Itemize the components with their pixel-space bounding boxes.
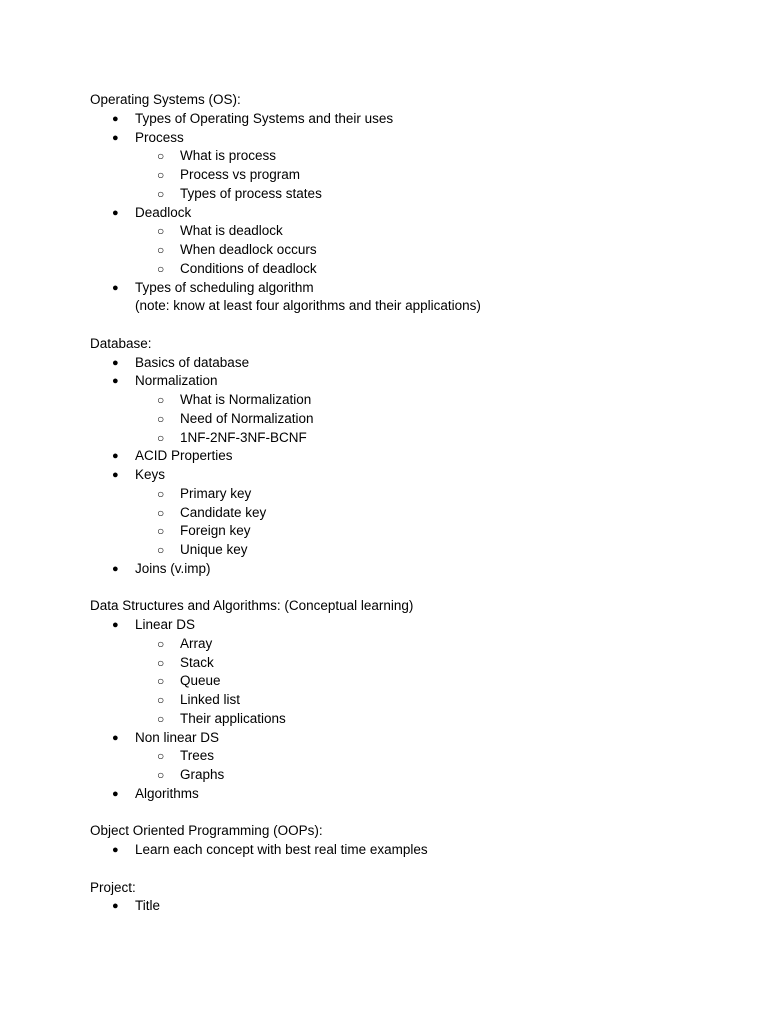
sub-list-item <box>90 654 730 673</box>
sub-list-item-text: When deadlock occurs <box>180 242 317 257</box>
list-item-note <box>90 297 730 316</box>
list-item-text: Normalization <box>135 373 218 389</box>
sub-list-item <box>90 504 730 523</box>
list-item-text: Types of scheduling algorithm <box>135 279 314 295</box>
list-item <box>90 841 730 860</box>
list-item <box>90 129 730 148</box>
section-heading <box>90 879 730 898</box>
hollow-bullet-icon: ○ <box>157 636 165 651</box>
sub-list-item-text: Candidate key <box>180 504 267 520</box>
sub-list-item <box>90 410 730 429</box>
sub-list-item-text: Trees <box>180 748 215 764</box>
bullet-icon: ● <box>112 619 119 631</box>
section-heading-text: Object Oriented Programming (OOPs): <box>90 823 323 839</box>
sub-list-item <box>90 185 730 204</box>
sub-list-item-text: Need of Normalization <box>180 410 314 426</box>
list-item <box>90 204 730 223</box>
sub-list-item-text: Stack <box>180 654 214 670</box>
section-heading <box>90 91 730 110</box>
list-item <box>90 729 730 748</box>
bullet-icon: ● <box>112 731 119 744</box>
section-spacer <box>90 860 730 879</box>
sub-list-item <box>90 541 730 560</box>
hollow-bullet-icon: ○ <box>157 524 165 539</box>
sub-list-item-text: Process vs program <box>180 167 301 182</box>
bullet-icon: ● <box>112 469 119 481</box>
list-item <box>90 372 730 391</box>
sub-list-item <box>90 241 730 260</box>
list-item-text: Process <box>135 129 184 145</box>
list-item <box>90 279 730 298</box>
hollow-bullet-icon: ○ <box>157 505 165 520</box>
hollow-bullet-icon: ○ <box>157 711 165 726</box>
list-item-text: Types of Operating Systems and their uses <box>135 110 394 126</box>
list-item-text: ACID Properties <box>135 448 233 464</box>
sub-list-item-text: Types of process states <box>180 185 322 201</box>
list-item-text: Joins (v.imp) <box>135 560 211 576</box>
hollow-bullet-icon: ○ <box>157 674 165 689</box>
section-spacer <box>90 316 730 335</box>
bullet-icon: ● <box>112 844 119 856</box>
list-item <box>90 897 730 916</box>
bullet-icon: ● <box>112 787 119 800</box>
sub-list-item <box>90 147 730 166</box>
hollow-bullet-icon: ○ <box>157 224 165 239</box>
bullet-icon: ● <box>112 112 119 125</box>
sub-list-item-text: Linked list <box>180 692 241 707</box>
sub-list-item <box>90 672 730 691</box>
section-heading <box>90 335 730 354</box>
hollow-bullet-icon: ○ <box>157 261 165 276</box>
bullet-icon: ● <box>112 562 119 575</box>
sub-list-item-text: What is deadlock <box>180 223 283 239</box>
list-item-text: Title <box>135 898 161 914</box>
sub-list-item-text: Primary key <box>180 485 252 501</box>
list-item-text: Non linear DS <box>135 729 220 745</box>
sub-list-item-text: Conditions of deadlock <box>180 260 317 276</box>
section-heading <box>90 597 730 616</box>
sub-list-item-text: Graphs <box>180 767 225 782</box>
hollow-bullet-icon: ○ <box>157 168 165 182</box>
sub-list-item <box>90 485 730 504</box>
bullet-icon: ● <box>112 375 119 388</box>
sub-list-item <box>90 766 730 785</box>
sub-list-item <box>90 222 730 241</box>
hollow-bullet-icon: ○ <box>157 186 165 201</box>
section-spacer <box>90 804 730 823</box>
list-item <box>90 616 730 635</box>
list-item <box>90 785 730 804</box>
bullet-icon: ● <box>112 131 119 144</box>
hollow-bullet-icon: ○ <box>157 749 165 764</box>
hollow-bullet-icon: ○ <box>157 243 165 257</box>
hollow-bullet-icon: ○ <box>157 149 165 164</box>
list-item-text: Algorithms <box>135 785 199 801</box>
hollow-bullet-icon: ○ <box>157 411 165 426</box>
sub-list-item-text: Queue <box>180 673 221 689</box>
list-item <box>90 354 730 373</box>
list-item-text: Basics of database <box>135 354 250 370</box>
bullet-icon: ● <box>112 450 119 463</box>
sub-list-item <box>90 691 730 710</box>
sub-list-item <box>90 747 730 766</box>
list-item-note-text: (note: know at least four algorithms and their applications) <box>135 298 481 314</box>
section-heading <box>90 822 730 841</box>
sub-list-item-text: Unique key <box>180 542 248 557</box>
section-heading-text: Project: <box>90 879 136 895</box>
hollow-bullet-icon: ○ <box>157 393 165 407</box>
sub-list-item <box>90 522 730 541</box>
list-item-text: Deadlock <box>135 204 192 220</box>
sub-list-item-text: Foreign key <box>180 523 251 539</box>
sub-list-item-text: Array <box>180 635 213 651</box>
bullet-icon: ● <box>112 900 119 913</box>
list-item <box>90 447 730 466</box>
list-item-text: Linear DS <box>135 617 196 632</box>
section-spacer <box>90 579 730 598</box>
list-item-text: Learn each concept with best real time examples <box>135 842 428 857</box>
sub-list-item-text: 1NF-2NF-3NF-BCNF <box>180 429 307 445</box>
section-heading-text: Data Structures and Algorithms: (Conceptual learning) <box>90 598 414 614</box>
list-item <box>90 560 730 579</box>
hollow-bullet-icon: ○ <box>157 693 165 707</box>
list-item-text: Keys <box>135 467 166 482</box>
hollow-bullet-icon: ○ <box>157 543 165 557</box>
bullet-icon: ● <box>112 281 119 294</box>
sub-list-item <box>90 260 730 279</box>
sub-list-item-text: What is process <box>180 148 277 164</box>
list-item <box>90 110 730 129</box>
sub-list-item <box>90 635 730 654</box>
hollow-bullet-icon: ○ <box>157 655 165 670</box>
sub-list-item-text: Their applications <box>180 710 286 726</box>
sub-list-item <box>90 429 730 448</box>
sub-list-item-text: What is Normalization <box>180 392 312 407</box>
bullet-icon: ● <box>112 206 119 219</box>
hollow-bullet-icon: ○ <box>157 768 165 782</box>
sub-list-item <box>90 710 730 729</box>
sub-list-item <box>90 166 730 185</box>
section-heading-text: Database: <box>90 335 152 351</box>
hollow-bullet-icon: ○ <box>157 430 165 445</box>
hollow-bullet-icon: ○ <box>157 486 165 501</box>
section-heading-text: Operating Systems (OS): <box>90 92 241 107</box>
sub-list-item <box>90 391 730 410</box>
list-item <box>90 466 730 485</box>
bullet-icon: ● <box>112 356 119 369</box>
document-body <box>90 91 730 916</box>
